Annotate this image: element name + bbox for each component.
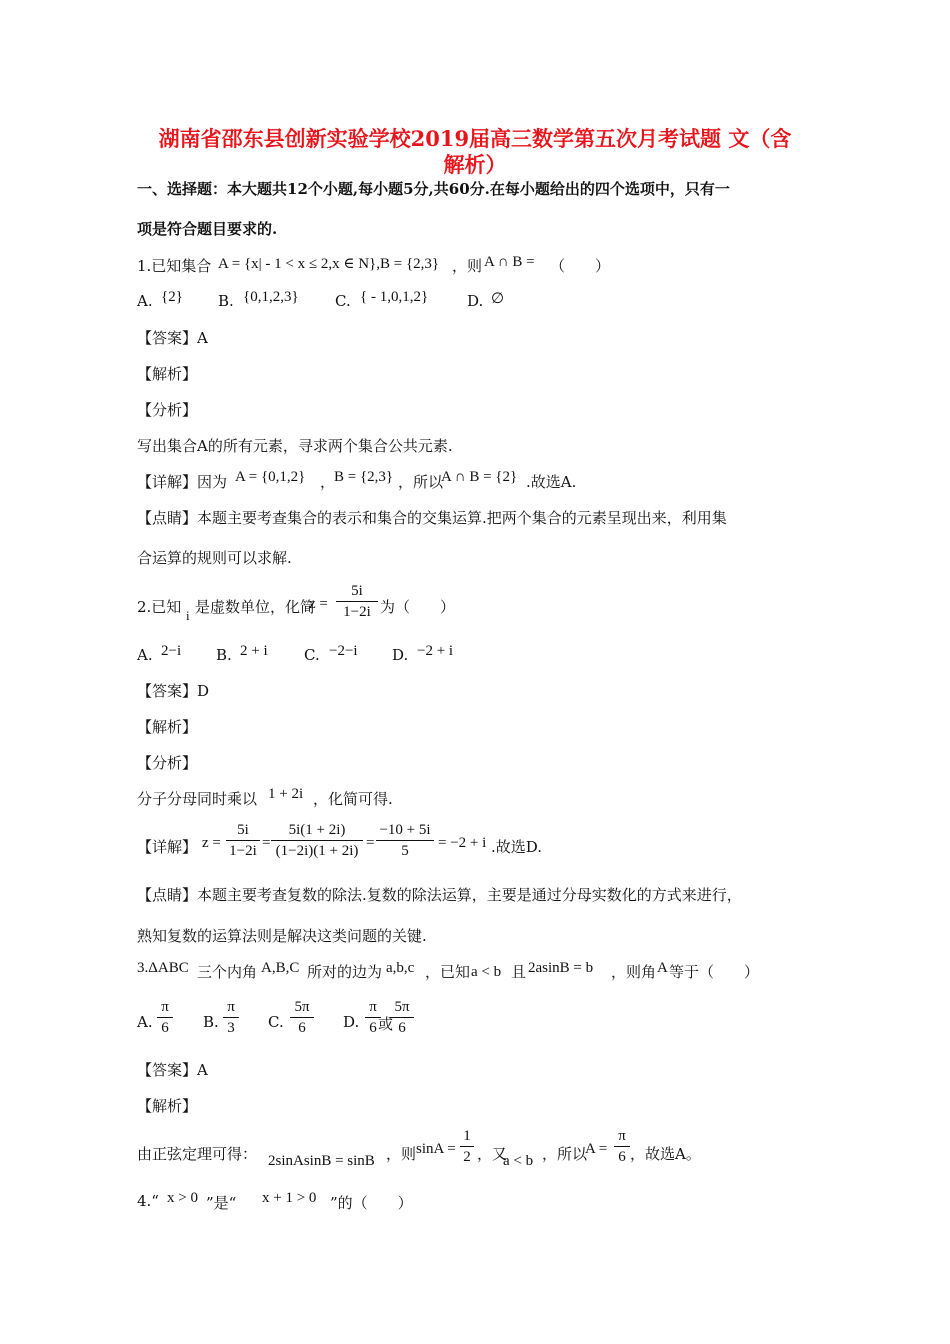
q3-option-b-label: B. — [203, 1013, 219, 1031]
q3-solution-math2: sinA = — [416, 1141, 456, 1157]
q3-solution-denominator-2: 6 — [618, 1149, 626, 1165]
q3-option-a — [157, 998, 173, 1037]
q2-stem-fraction — [336, 582, 378, 621]
q2-xiangjie-end: .故选D. — [491, 838, 543, 856]
q2-fenxi-math: 1 + 2i — [268, 786, 304, 802]
q2-xiangjie-label: 【详解】 — [137, 838, 198, 856]
q3-option-a-numerator: π — [161, 999, 169, 1015]
q3-stem-text4: 且 — [511, 963, 527, 981]
q3-stem-text2: 所对的边为 — [307, 963, 383, 981]
q3-option-b — [223, 998, 239, 1037]
q1-xiangjie-math2: B = {2,3} — [334, 469, 394, 485]
q2-stem-z: z = — [309, 596, 328, 612]
q1-option-c-label: C. — [335, 292, 351, 310]
q2-answer: 【答案】D — [137, 682, 210, 700]
q3-solution-denominator-1: 2 — [463, 1149, 471, 1165]
q1-xiangjie-end: .故选A. — [526, 473, 577, 491]
q4-stem-math1: x > 0 — [167, 1190, 198, 1206]
q1-option-b: {0,1,2,3} — [243, 289, 299, 305]
q3-solution-text1: ，则 — [386, 1145, 417, 1163]
q3-option-b-denominator: 3 — [227, 1020, 235, 1036]
q3-stem-math6: A — [657, 960, 668, 976]
q2-stem-prefix: 2.已知 — [137, 598, 182, 616]
q1-stem-paren: （ ） — [550, 257, 611, 275]
q2-fenxi-prefix: 分子分母同时乘以 — [137, 790, 258, 808]
q3-option-b-numerator: π — [227, 999, 235, 1015]
q1-xiangjie-label: 【详解】因为 — [137, 473, 228, 491]
q3-option-d-label: D. — [343, 1013, 360, 1031]
page-title-line2: 解析） — [443, 152, 507, 177]
fraction-bar — [157, 1017, 173, 1018]
q3-stem-text5: ，则角 — [611, 963, 657, 981]
q2-fraction-1-denominator: 1−2i — [229, 843, 257, 859]
q2-option-b-label: B. — [216, 646, 232, 664]
q1-option-a-label: A. — [137, 292, 153, 310]
fraction-bar — [336, 601, 378, 602]
q2-xiangjie-fraction-2 — [271, 821, 363, 860]
q3-stem-math4: a < b — [471, 964, 502, 980]
fraction-bar — [226, 840, 260, 841]
q1-fenxi: 【分析】 — [137, 401, 198, 419]
q3-option-a-denominator: 6 — [161, 1020, 169, 1036]
q3-stem-math1: 3.ΔABC — [137, 960, 189, 976]
q3-solution-fraction-2 — [614, 1127, 630, 1166]
fraction-bar — [290, 1017, 314, 1018]
q2-fraction-3-numerator: −10 + 5i — [379, 822, 431, 838]
q2-jiexi: 【解析】 — [137, 718, 198, 736]
q1-dianjing-line1: 【点睛】本题主要考查集合的表示和集合的交集运算.把两个集合的元素呈现出来，利用集 — [137, 509, 727, 527]
q3-jiexi: 【解析】 — [137, 1097, 198, 1115]
q2-fenxi: 【分析】 — [137, 754, 198, 772]
q2-fraction-3-denominator: 5 — [401, 843, 409, 859]
fraction-bar — [376, 840, 434, 841]
q1-xiangjie-math1: A = {0,1,2} — [235, 469, 306, 485]
q3-option-d-denominator-1: 6 — [369, 1020, 377, 1036]
q2-dianjing-line1: 【点睛】本题主要考查复数的除法.复数的除法运算，主要是通过分母实数化的方式来进行， — [137, 886, 742, 904]
q3-solution-end: ，故选A。 — [630, 1145, 701, 1163]
q2-dianjing-line2: 熟知复数的运算法则是解决这类问题的关键. — [137, 927, 427, 945]
q1-option-d: ∅ — [491, 291, 505, 307]
q3-option-d-or: 或 — [378, 1015, 394, 1033]
q2-option-d: −2 + i — [417, 643, 454, 659]
q3-stem-math5: 2asinB = b — [528, 960, 594, 976]
q1-xiangjie-mid: ，所以 — [398, 473, 444, 491]
q2-fraction-2-numerator: 5i(1 + 2i) — [288, 822, 346, 838]
q2-xiangjie-eq1: = — [262, 835, 271, 851]
q2-xiangjie-fraction-1 — [226, 821, 260, 860]
q2-stem-mid: 是虚数单位，化简 — [195, 598, 316, 616]
q1-stem-math: A = {x| - 1 < x ≤ 2,x ∈ N},B = {2,3} — [218, 256, 440, 272]
q2-option-b: 2 + i — [240, 643, 268, 659]
q1-stem-math2: A ∩ B = — [484, 254, 535, 270]
q3-solution-fraction-1 — [460, 1127, 474, 1166]
q2-xiangjie-fraction-3 — [376, 821, 434, 860]
q1-fenxi-text: 写出集合A的所有元素，寻求两个集合公共元素. — [137, 437, 453, 455]
q1-xiangjie-sep: ， — [320, 473, 336, 491]
q4-stem-prefix: 4.“ — [137, 1192, 159, 1210]
q3-solution-math1: 2sinAsinB = sinB — [268, 1153, 375, 1169]
q3-option-d-numerator-1: π — [369, 999, 377, 1015]
q2-option-c: −2−i — [329, 643, 358, 659]
q3-option-c-label: C. — [268, 1013, 284, 1031]
q3-option-d-denominator-2: 6 — [398, 1020, 406, 1036]
q1-option-c: { - 1,0,1,2} — [360, 289, 429, 305]
q1-xiangjie-math3: A ∩ B = {2} — [441, 469, 518, 485]
section-header-line2: 项是符合题目要求的. — [137, 220, 278, 238]
q3-solution-numerator-1: 1 — [463, 1128, 471, 1144]
q3-stem-math3: a,b,c — [386, 960, 415, 976]
q2-fraction-1-numerator: 5i — [237, 822, 249, 838]
fraction-bar — [223, 1017, 239, 1018]
q3-solution-prefix: 由正弦定理可得： — [137, 1145, 258, 1163]
q2-fraction-2-denominator: (1−2i)(1 + 2i) — [275, 843, 359, 859]
q2-xiangjie-z: z = — [202, 835, 221, 851]
q3-option-c-denominator: 6 — [298, 1020, 306, 1036]
q3-option-a-label: A. — [137, 1013, 153, 1031]
q1-dianjing-line2: 合运算的规则可以求解. — [137, 549, 292, 567]
q3-stem-text1: 三个内角 — [197, 963, 258, 981]
q1-stem-mid: ，则 — [452, 257, 483, 275]
q3-solution-math4: A = — [585, 1141, 608, 1157]
q2-fenxi-end: ，化简可得. — [313, 790, 393, 808]
q3-solution-math3: a < b — [503, 1153, 534, 1169]
q3-option-d-numerator-2: 5π — [394, 999, 410, 1015]
q2-option-a-label: A. — [137, 646, 153, 664]
q2-option-d-label: D. — [392, 646, 409, 664]
q2-option-c-label: C. — [304, 646, 320, 664]
q3-solution-text2: ，又 — [477, 1145, 508, 1163]
q2-xiangjie-tail: = −2 + i — [438, 835, 487, 851]
q4-stem-mid: ”是“ — [206, 1194, 237, 1212]
q2-stem-numerator: 5i — [351, 583, 363, 599]
q1-answer: 【答案】A — [137, 329, 208, 347]
q1-stem-prefix: 1.已知集合 — [137, 257, 212, 275]
q3-option-c — [290, 998, 314, 1037]
q1-option-b-label: B. — [218, 292, 234, 310]
page-title-line1: 湖南省邵东县创新实验学校2019届高三数学第五次月考试题 文（含 — [158, 126, 792, 151]
q3-option-d-fraction-2 — [390, 998, 414, 1037]
q2-stem-denominator: 1−2i — [343, 604, 371, 620]
q3-answer: 【答案】A — [137, 1061, 208, 1079]
q4-stem-end: ”的（ ） — [330, 1194, 413, 1212]
fraction-bar — [390, 1017, 414, 1018]
q2-stem-end: 为（ ） — [380, 598, 456, 616]
q1-option-a: {2} — [161, 289, 183, 305]
q1-option-d-label: D. — [467, 292, 484, 310]
q2-stem-i: i — [186, 608, 190, 623]
q3-stem-text6: 等于（ ） — [669, 963, 760, 981]
q3-solution-text3: ，所以 — [542, 1145, 588, 1163]
q3-solution-numerator-2: π — [618, 1128, 626, 1144]
q3-option-c-numerator: 5π — [294, 999, 310, 1015]
q3-stem-text3: ，已知 — [425, 963, 471, 981]
q4-stem-math2: x + 1 > 0 — [262, 1190, 317, 1206]
q3-stem-math2: A,B,C — [261, 960, 300, 976]
fraction-bar — [460, 1146, 474, 1147]
section-header-line1: 一、选择题：本大题共12个小题,每小题5分,共60分.在每小题给出的四个选项中，只有一 — [137, 180, 730, 198]
q2-option-a: 2−i — [161, 643, 182, 659]
q1-jiexi: 【解析】 — [137, 365, 198, 383]
fraction-bar — [271, 840, 363, 841]
fraction-bar — [614, 1146, 630, 1147]
q2-xiangjie-eq2: = — [366, 835, 375, 851]
